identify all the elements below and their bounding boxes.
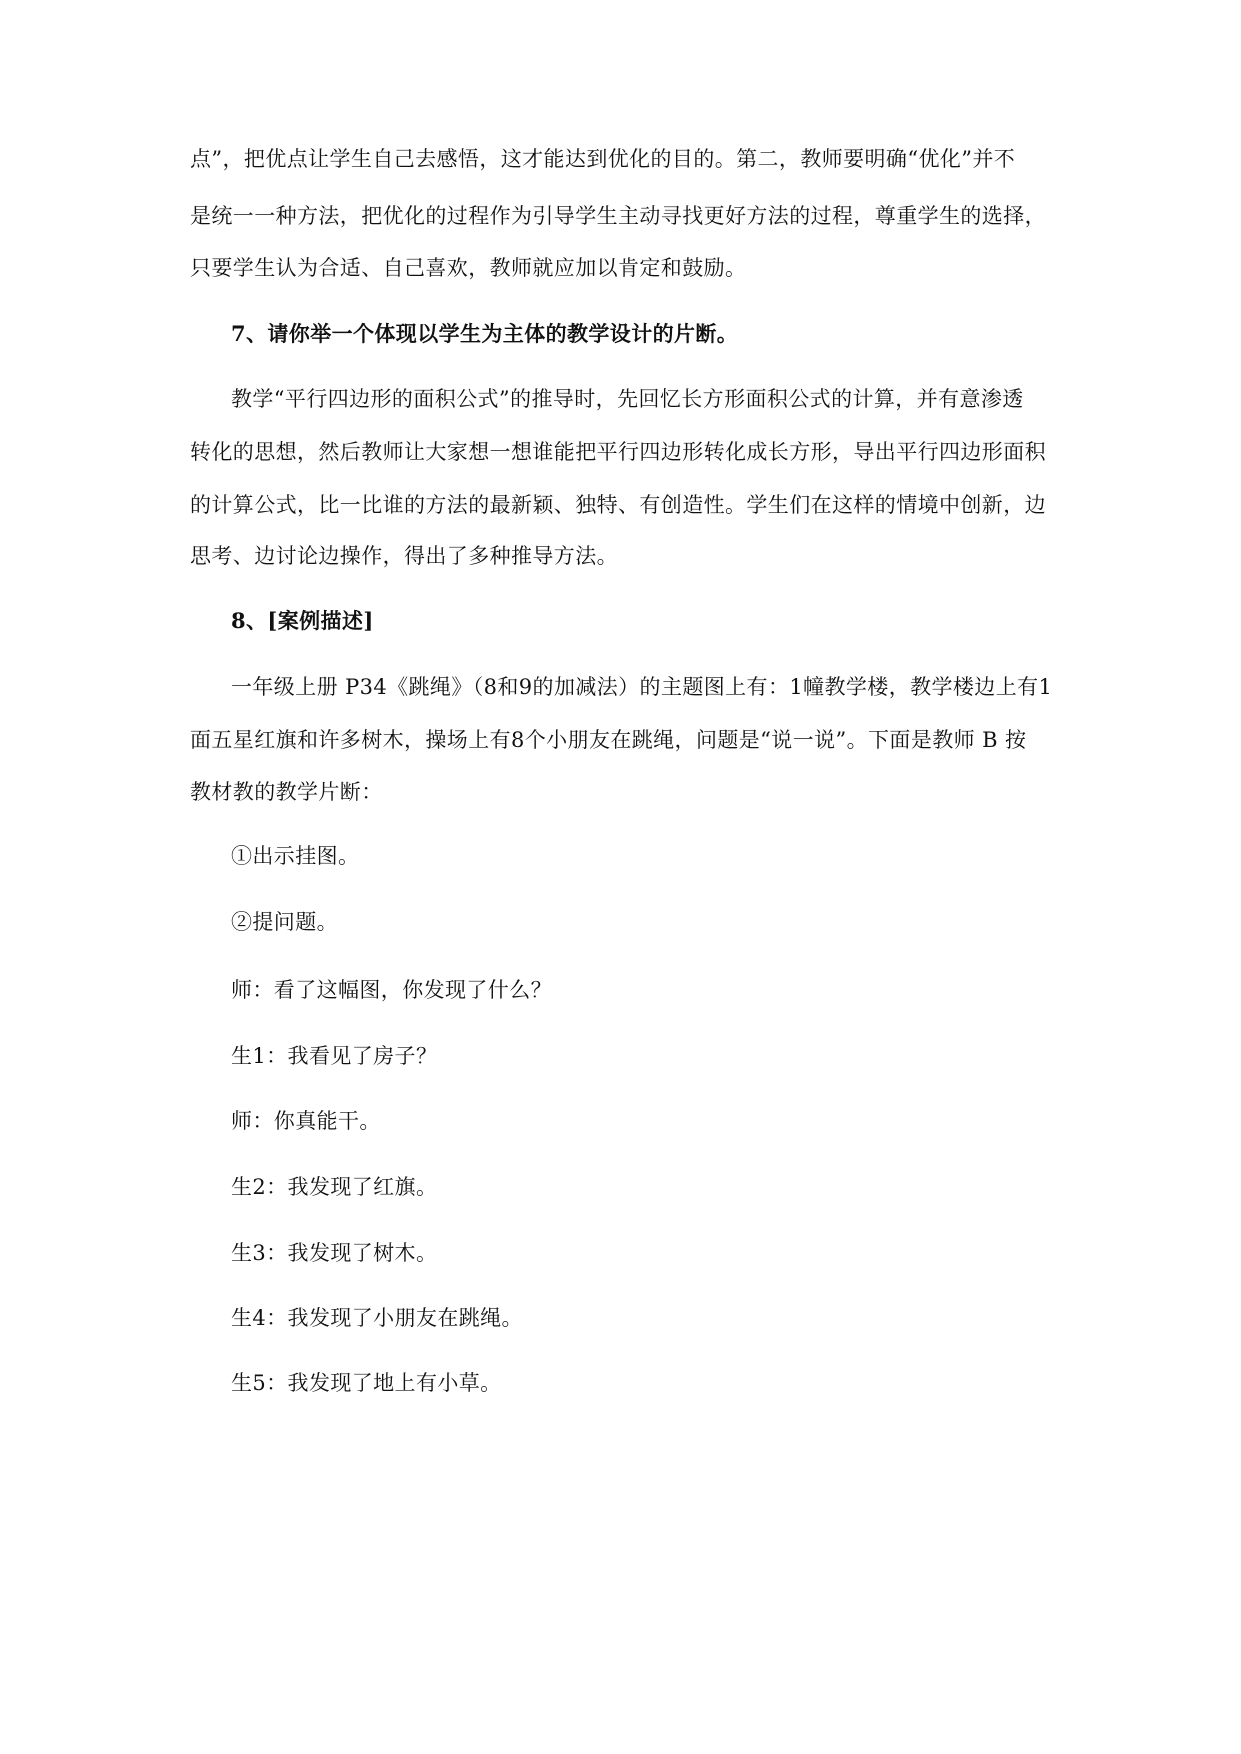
question-7-heading: 7、请你举一个体现以学生为主体的教学设计的片断。: [231, 321, 739, 346]
dialogue-line: 生2：我发现了红旗。: [231, 1175, 438, 1199]
answer-7-line: 转化的思想，然后教师让大家想一想谁能把平行四边形转化成长方形，导出平行四边形面积: [190, 440, 1046, 464]
case-step: ①出示挂图。: [231, 844, 360, 868]
case-intro-line: 教材教的教学片断：: [190, 780, 383, 804]
case-intro-line: 一年级上册 P34《跳绳》（8和9的加减法）的主题图上有：1幢教学楼，教学楼边上有1: [231, 675, 1053, 699]
question-8-heading: 8、[案例描述]: [231, 608, 374, 633]
answer-7-line: 教学“平行四边形的面积公式”的推导时，先回忆长方形面积公式的计算，并有意渗透: [231, 387, 1024, 411]
dialogue-line: 生4：我发现了小朋友在跳绳。: [231, 1306, 523, 1330]
dialogue-line: 生5：我发现了地上有小草。: [231, 1371, 502, 1395]
answer-7-line: 的计算公式，比一比谁的方法的最新颖、独特、有创造性。学生们在这样的情境中创新，边: [190, 493, 1046, 517]
paragraph-line: 只要学生认为合适、自己喜欢，教师就应加以肯定和鼓励。: [190, 256, 747, 280]
answer-7-line: 思考、边讨论边操作，得出了多种推导方法。: [190, 544, 618, 568]
dialogue-line: 师：看了这幅图，你发现了什么？: [231, 978, 552, 1002]
paragraph-line: 点”，把优点让学生自己去感悟，这才能达到优化的目的。第二，教师要明确“优化”并不: [190, 147, 1016, 171]
paragraph-line: 是统一一种方法，把优化的过程作为引导学生主动寻找更好方法的过程，尊重学生的选择，: [190, 204, 1046, 228]
dialogue-line: 生3：我发现了树木。: [231, 1241, 438, 1265]
dialogue-line: 生1：我看见了房子？: [231, 1044, 438, 1068]
case-intro-line: 面五星红旗和许多树木，操场上有8个小朋友在跳绳，问题是“说一说”。下面是教师 B 按: [190, 728, 1027, 752]
dialogue-line: 师：你真能干。: [231, 1109, 381, 1133]
case-step: ②提问题。: [231, 910, 338, 934]
